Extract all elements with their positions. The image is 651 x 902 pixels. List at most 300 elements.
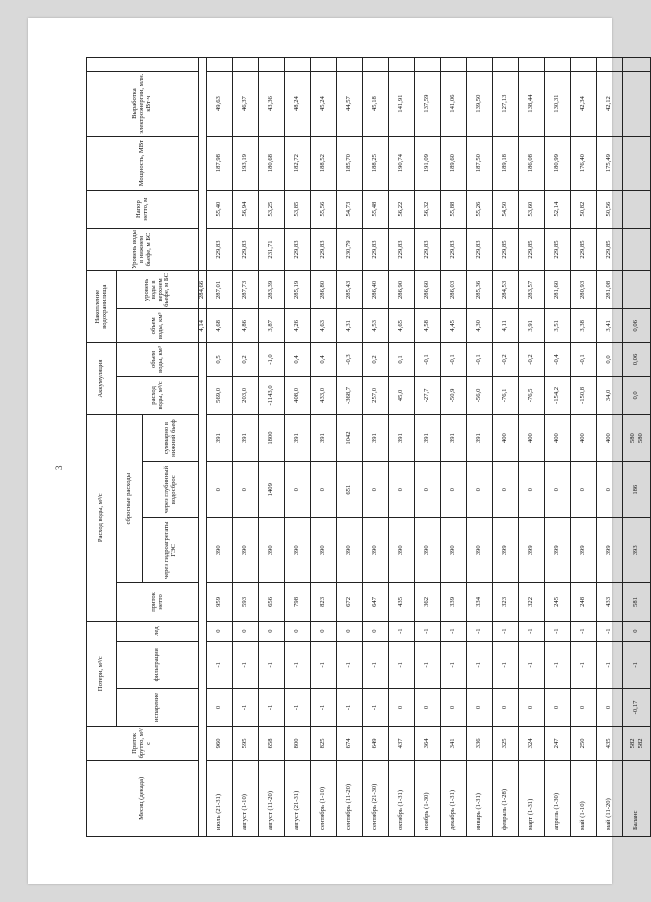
- cell-net: 593: [233, 583, 259, 621]
- cell-net: 245: [545, 583, 571, 621]
- cell-upper: 285,36: [467, 271, 493, 309]
- cell-power: 187,50: [467, 136, 493, 190]
- cell-head: 56,32: [415, 190, 441, 228]
- cell-extra: [415, 58, 441, 72]
- cell-acc-vol: -0,3: [337, 343, 363, 377]
- cell-ice: -1: [545, 621, 571, 641]
- cell-ice: 0: [285, 621, 311, 641]
- header-inflow: Приток брутто, м³/с: [87, 727, 199, 761]
- cell-filt: -1: [493, 641, 519, 688]
- cell-head: 52,14: [545, 190, 571, 228]
- cell-acc-flow: 45,0: [389, 376, 415, 414]
- cell-acc-flow: 34,0: [597, 376, 623, 414]
- table-row: [441, 58, 467, 837]
- cell-net: 323: [493, 583, 519, 621]
- cell-spill: 0: [545, 462, 571, 518]
- cell-lower: 229,83: [441, 228, 467, 271]
- cell-inflow: 674: [337, 727, 363, 761]
- cell-filt: -1: [545, 641, 571, 688]
- cell-month: сентябрь (21-30): [363, 760, 389, 836]
- cell-acc-flow: -56,0: [467, 376, 493, 414]
- cell-inflow: 437: [389, 727, 415, 761]
- cell-gen: 44,57: [337, 71, 363, 136]
- cell-net: 798: [285, 583, 311, 621]
- cell-spill: 0: [467, 462, 493, 518]
- cell-acc-vol: -1,0: [259, 343, 285, 377]
- header-upper-level: уровень воды в верхнем бьефе, м БС: [117, 271, 199, 309]
- cell-spill: 0: [415, 462, 441, 518]
- cell-hpp: 390: [441, 518, 467, 583]
- cell-inflow: 364: [415, 727, 441, 761]
- cell-acc-flow: -27,7: [415, 376, 441, 414]
- cell-gen: 45,18: [363, 71, 389, 136]
- cell-acc-flow: -50,9: [441, 376, 467, 414]
- cell-inflow: 247: [545, 727, 571, 761]
- spacer-cell: [199, 58, 207, 271]
- cell-month: август (11-20): [259, 760, 285, 836]
- cell-ice: 0: [233, 621, 259, 641]
- cell-head: 55,88: [441, 190, 467, 228]
- cell-inflow: 435: [597, 727, 623, 761]
- cell-upper: 285,19: [285, 271, 311, 309]
- cell-total: 391: [285, 415, 311, 462]
- cell-filt: -1: [259, 641, 285, 688]
- table-row: [545, 58, 571, 837]
- table-row: [597, 58, 623, 837]
- cell-month: август (21-31): [285, 760, 311, 836]
- cell-extra: [207, 58, 233, 72]
- cell-acc-vol: -0,4: [545, 343, 571, 377]
- table-row: [207, 58, 233, 837]
- cell-upper: 281,08: [597, 271, 623, 309]
- cell-vol: 3,41: [597, 309, 623, 343]
- cell-vol: 3,51: [545, 309, 571, 343]
- cell-head: 50,82: [571, 190, 597, 228]
- cell-vol: 4,11: [493, 309, 519, 343]
- cell-ice: 0: [363, 621, 389, 641]
- cell-spill: 1409: [259, 462, 285, 518]
- cell-evap: -1: [311, 688, 337, 726]
- balance-inflow: [623, 727, 651, 761]
- cell-acc-flow: -76,1: [493, 376, 519, 414]
- table-row: [233, 58, 259, 837]
- header-generation: Выработка электроэнергии, млн. кВт·ч: [87, 71, 199, 136]
- cell-total: 391: [415, 415, 441, 462]
- cell-evap: 0: [467, 688, 493, 726]
- cell-upper: 286,90: [389, 271, 415, 309]
- cell-vol: 4,30: [467, 309, 493, 343]
- cell-ice: 0: [259, 621, 285, 641]
- cell-inflow: 341: [441, 727, 467, 761]
- cell-upper: 287,73: [233, 271, 259, 309]
- cell-acc-flow: 433,0: [311, 376, 337, 414]
- cell-acc-vol: 0,1: [389, 343, 415, 377]
- cell-acc-vol: 0,4: [311, 343, 337, 377]
- cell-month: август (1-10): [233, 760, 259, 836]
- cell-evap: 0: [545, 688, 571, 726]
- table-row: [259, 58, 285, 837]
- cell-ice: -1: [467, 621, 493, 641]
- cell-month: апрель (1-30): [545, 760, 571, 836]
- cell-total: 391: [389, 415, 415, 462]
- cell-extra: [441, 58, 467, 72]
- header-power: Мощность, МВт: [87, 136, 199, 190]
- cell-power: 190,74: [389, 136, 415, 190]
- cell-extra: [389, 58, 415, 72]
- cell-spill: 0: [571, 462, 597, 518]
- cell-acc-vol: -0,1: [467, 343, 493, 377]
- cell-total: 391: [363, 415, 389, 462]
- cell-gen: 138,44: [519, 71, 545, 136]
- cell-extra: [493, 58, 519, 72]
- cell-month: сентябрь (1-10): [311, 760, 337, 836]
- cell-head: 53,60: [519, 190, 545, 228]
- cell-upper: 286,60: [415, 271, 441, 309]
- cell-spill: 0: [233, 462, 259, 518]
- cell-gen: 49,63: [207, 71, 233, 136]
- header-inflow-net: приток нетто: [117, 583, 199, 621]
- cell-hpp: 390: [207, 518, 233, 583]
- balance-acc-vol: 0,06: [623, 343, 651, 377]
- page-number: 3: [54, 465, 64, 470]
- cell-inflow: 649: [363, 727, 389, 761]
- cell-hpp: 399: [545, 518, 571, 583]
- balance-net: 581: [623, 583, 651, 621]
- cell-filt: -1: [337, 641, 363, 688]
- cell-filt: -1: [519, 641, 545, 688]
- cell-total: 391: [207, 415, 233, 462]
- header-month: Месяц (декада): [87, 760, 199, 836]
- cell-spill: 651: [337, 462, 363, 518]
- cell-ice: -1: [441, 621, 467, 641]
- cell-acc-flow: 257,0: [363, 376, 389, 414]
- cell-evap: 0: [571, 688, 597, 726]
- cell-evap: 0: [389, 688, 415, 726]
- water-balance-table: [86, 57, 651, 837]
- cell-upper: 280,93: [571, 271, 597, 309]
- cell-evap: -1: [337, 688, 363, 726]
- cell-net: 248: [571, 583, 597, 621]
- cell-inflow: 595: [233, 727, 259, 761]
- cell-total: 400: [519, 415, 545, 462]
- cell-head: 54,73: [337, 190, 363, 228]
- cell-ice: -1: [597, 621, 623, 641]
- header-total-lower: суммарно в нижний бьеф: [143, 415, 199, 462]
- cell-lower: 229,85: [493, 228, 519, 271]
- cell-extra: [545, 58, 571, 72]
- table-row: [337, 58, 363, 837]
- cell-head: 55,56: [311, 190, 337, 228]
- cell-filt: -1: [571, 641, 597, 688]
- cell-inflow: 336: [467, 727, 493, 761]
- cell-total: 400: [597, 415, 623, 462]
- cell-gen: 48,24: [285, 71, 311, 136]
- cell-extra: [233, 58, 259, 72]
- cell-vol: 3,91: [519, 309, 545, 343]
- cell-power: 188,52: [311, 136, 337, 190]
- cell-spill: 0: [597, 462, 623, 518]
- cell-net: 647: [363, 583, 389, 621]
- cell-spill: 0: [285, 462, 311, 518]
- cell-inflow: 825: [311, 727, 337, 761]
- cell-month: ноябрь (1-30): [415, 760, 441, 836]
- cell-acc-flow: -76,5: [519, 376, 545, 414]
- cell-extra: [285, 58, 311, 72]
- cell-extra: [597, 58, 623, 72]
- balance-empty-cell: [623, 271, 651, 309]
- cell-power: 180,68: [259, 136, 285, 190]
- cell-acc-vol: 0,0: [597, 343, 623, 377]
- cell-acc-flow: 203,0: [233, 376, 259, 414]
- balance-inflow-a: 582: [628, 738, 636, 749]
- header-acc-flow: расход воды, м³/с: [117, 376, 199, 414]
- cell-upper: 286,40: [363, 271, 389, 309]
- balance-total: [623, 415, 651, 462]
- cell-gen: 45,24: [311, 71, 337, 136]
- cell-power: 180,99: [545, 136, 571, 190]
- cell-hpp: 390: [259, 518, 285, 583]
- cell-ice: -1: [389, 621, 415, 641]
- cell-lower: 229,85: [571, 228, 597, 271]
- cell-filt: -1: [415, 641, 441, 688]
- cell-ice: 0: [311, 621, 337, 641]
- cell-total: 391: [233, 415, 259, 462]
- cell-ice: -1: [415, 621, 441, 641]
- balance-vol: 0,06: [623, 309, 651, 343]
- cell-vol: 4,45: [441, 309, 467, 343]
- cell-total: 391: [441, 415, 467, 462]
- cell-head: 50,56: [597, 190, 623, 228]
- cell-gen: 141,91: [389, 71, 415, 136]
- cell-evap: -1: [363, 688, 389, 726]
- cell-spill: 0: [207, 462, 233, 518]
- cell-hpp: 390: [233, 518, 259, 583]
- cell-ice: -1: [571, 621, 597, 641]
- cell-vol: 4,53: [363, 309, 389, 343]
- cell-net: 672: [337, 583, 363, 621]
- cell-filt: -1: [311, 641, 337, 688]
- cell-spill: 0: [389, 462, 415, 518]
- cell-total: 400: [493, 415, 519, 462]
- balance-label: Баланс: [623, 760, 651, 836]
- cell-total: 400: [571, 415, 597, 462]
- cell-gen: 46,37: [233, 71, 259, 136]
- cell-evap: 0: [597, 688, 623, 726]
- balance-ice: 0: [623, 621, 651, 641]
- header-through-spill: через глубинный водосброс: [143, 462, 199, 518]
- cell-head: 53,25: [259, 190, 285, 228]
- cell-hpp: 390: [467, 518, 493, 583]
- cell-power: 189,60: [441, 136, 467, 190]
- balance-total-b: 580: [636, 433, 644, 444]
- cell-head: 55,40: [207, 190, 233, 228]
- cell-filt: -1: [207, 641, 233, 688]
- cell-upper: 283,39: [259, 271, 285, 309]
- cell-power: 189,18: [493, 136, 519, 190]
- balance-acc-flow: 0,0: [623, 376, 651, 414]
- cell-acc-vol: -0,1: [441, 343, 467, 377]
- cell-lower: 229,83: [467, 228, 493, 271]
- cell-inflow: 325: [493, 727, 519, 761]
- cell-month: сентябрь (11-20): [337, 760, 363, 836]
- cell-vol: 4,31: [337, 309, 363, 343]
- cell-lower: 230,79: [337, 228, 363, 271]
- cell-gen: 137,59: [415, 71, 441, 136]
- cell-extra: [311, 58, 337, 72]
- cell-vol: 4,58: [415, 309, 441, 343]
- cell-head: 55,26: [467, 190, 493, 228]
- initial-upper-level: 284,66: [199, 271, 207, 309]
- cell-month: май (11-20): [597, 760, 623, 836]
- cell-net: 823: [311, 583, 337, 621]
- cell-lower: 229,85: [519, 228, 545, 271]
- balance-evap: -0,17: [623, 688, 651, 726]
- balance-empty-cell: [623, 71, 651, 136]
- header-discharge: сбросные расходы: [117, 415, 143, 583]
- cell-filt: -1: [363, 641, 389, 688]
- cell-total: 1800: [259, 415, 285, 462]
- cell-net: 433: [597, 583, 623, 621]
- cell-filt: -1: [467, 641, 493, 688]
- header-storage-volume: объем воды, км³: [117, 309, 199, 343]
- cell-vol: 4,63: [311, 309, 337, 343]
- cell-inflow: 960: [207, 727, 233, 761]
- cell-gen: 130,31: [545, 71, 571, 136]
- cell-inflow: 658: [259, 727, 285, 761]
- cell-gen: 139,50: [467, 71, 493, 136]
- cell-filt: -1: [441, 641, 467, 688]
- cell-vol: 3,38: [571, 309, 597, 343]
- cell-ice: -1: [493, 621, 519, 641]
- cell-filt: -1: [389, 641, 415, 688]
- cell-total: 391: [311, 415, 337, 462]
- balance-row: [623, 58, 651, 837]
- cell-vol: 3,87: [259, 309, 285, 343]
- cell-lower: 229,83: [389, 228, 415, 271]
- balance-empty-cell: [623, 228, 651, 271]
- cell-month: март (1-31): [519, 760, 545, 836]
- cell-gen: 42,12: [597, 71, 623, 136]
- cell-filt: -1: [233, 641, 259, 688]
- document-page: [28, 18, 644, 884]
- cell-upper: 285,43: [337, 271, 363, 309]
- cell-power: 187,98: [207, 136, 233, 190]
- cell-month: июль (21-31): [207, 760, 233, 836]
- cell-upper: 286,80: [311, 271, 337, 309]
- header-head: Напор нетто, м: [87, 190, 199, 228]
- balance-spill: 186: [623, 462, 651, 518]
- cell-extra: [467, 58, 493, 72]
- table-row: [311, 58, 337, 837]
- balance-total-a: 580: [628, 433, 636, 444]
- cell-net: 959: [207, 583, 233, 621]
- cell-power: 182,72: [285, 136, 311, 190]
- cell-inflow: 324: [519, 727, 545, 761]
- table-row: [467, 58, 493, 837]
- cell-hpp: 390: [337, 518, 363, 583]
- header-water-flow: Расход воды, м³/с: [87, 415, 117, 622]
- balance-empty-cell: [623, 58, 651, 72]
- cell-acc-flow: 569,0: [207, 376, 233, 414]
- cell-lower: 229,85: [545, 228, 571, 271]
- cell-upper: 283,57: [519, 271, 545, 309]
- cell-month: май (1-10): [571, 760, 597, 836]
- cell-evap: -1: [285, 688, 311, 726]
- cell-vol: 4,26: [285, 309, 311, 343]
- cell-head: 56,22: [389, 190, 415, 228]
- cell-head: 56,94: [233, 190, 259, 228]
- cell-acc-vol: 0,4: [285, 343, 311, 377]
- cell-hpp: 390: [415, 518, 441, 583]
- header-acc-volume: объем воды, км³: [117, 343, 199, 377]
- initial-storage-volume: 4,14: [199, 309, 207, 343]
- cell-month: октябрь (1-31): [389, 760, 415, 836]
- cell-acc-flow: 408,0: [285, 376, 311, 414]
- cell-filt: -1: [285, 641, 311, 688]
- cell-upper: 286,03: [441, 271, 467, 309]
- cell-power: 188,25: [363, 136, 389, 190]
- header-losses-evap: испарение: [117, 688, 199, 726]
- cell-net: 656: [259, 583, 285, 621]
- cell-total: 400: [545, 415, 571, 462]
- cell-acc-flow: -368,7: [337, 376, 363, 414]
- cell-inflow: 800: [285, 727, 311, 761]
- cell-gen: 127,13: [493, 71, 519, 136]
- cell-evap: 0: [493, 688, 519, 726]
- cell-evap: 0: [519, 688, 545, 726]
- cell-lower: 229,83: [311, 228, 337, 271]
- cell-power: 175,49: [597, 136, 623, 190]
- cell-spill: 0: [493, 462, 519, 518]
- cell-head: 53,85: [285, 190, 311, 228]
- cell-vol: 4,68: [207, 309, 233, 343]
- table-row: [285, 58, 311, 837]
- cell-power: 193,19: [233, 136, 259, 190]
- cell-month: январь (1-31): [467, 760, 493, 836]
- cell-lower: 229,83: [415, 228, 441, 271]
- cell-net: 334: [467, 583, 493, 621]
- cell-lower: 229,83: [233, 228, 259, 271]
- cell-hpp: 399: [597, 518, 623, 583]
- cell-power: 191,09: [415, 136, 441, 190]
- cell-net: 322: [519, 583, 545, 621]
- cell-extra: [259, 58, 285, 72]
- table-row: [519, 58, 545, 837]
- cell-acc-vol: 0,2: [233, 343, 259, 377]
- balance-filt: -1: [623, 641, 651, 688]
- header-accumulation: Аккумуляция: [87, 343, 117, 415]
- cell-gen: 141,06: [441, 71, 467, 136]
- cell-power: 176,40: [571, 136, 597, 190]
- cell-vol: 4,65: [389, 309, 415, 343]
- balance-empty-cell: [623, 190, 651, 228]
- cell-inflow: 250: [571, 727, 597, 761]
- cell-month: декабрь (1-31): [441, 760, 467, 836]
- balance-empty-cell: [623, 136, 651, 190]
- cell-hpp: 399: [571, 518, 597, 583]
- cell-spill: 0: [519, 462, 545, 518]
- table-row: [415, 58, 441, 837]
- cell-acc-vol: 0,2: [363, 343, 389, 377]
- cell-lower: 229,83: [207, 228, 233, 271]
- cell-evap: -1: [259, 688, 285, 726]
- cell-ice: 0: [207, 621, 233, 641]
- cell-hpp: 390: [285, 518, 311, 583]
- cell-evap: 0: [415, 688, 441, 726]
- cell-acc-vol: -0,1: [571, 343, 597, 377]
- cell-net: 362: [415, 583, 441, 621]
- header-losses-filt: фильтрация: [117, 641, 199, 688]
